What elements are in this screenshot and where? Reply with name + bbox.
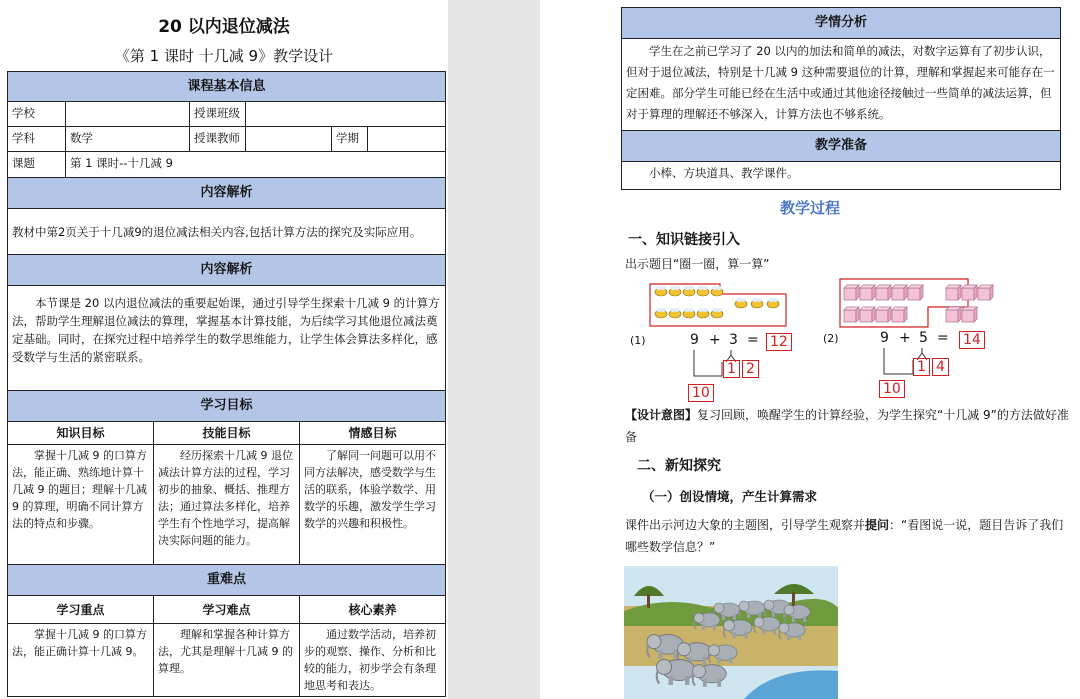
term-value: [368, 127, 446, 152]
content-analysis-header-1: 内容解析: [8, 178, 446, 209]
exercise-1-result: 12: [766, 333, 792, 351]
cube-icon: [892, 285, 907, 300]
cube-icon: [908, 285, 923, 300]
content-analysis-text-2: 本节课是 20 以内退位减法的重要起始课，通过引导学生探索十几减 9 的计算方法，帮助学生理解退位减法的算理，掌握基本计算技能，为后续学习其他退位减法奠定基础。同时，在探究过程中培养学生的数学思维能力，让学生体会算法多样化，感受数学与生活的紧密联系。: [8, 286, 446, 391]
exercise-1-plus: +: [709, 332, 721, 348]
basic-info-header: 课程基本信息: [8, 72, 446, 102]
document-page-right: [540, 0, 1080, 699]
exercise-1-b: 3: [729, 332, 738, 348]
key-col-focus: 学习重点: [8, 596, 154, 624]
teacher-value: [246, 127, 332, 152]
lesson-design-table: [7, 71, 446, 422]
preparation-text: 小棒、方块道具、教学课件。: [622, 162, 1061, 190]
school-value: [66, 102, 190, 127]
term-label: 学期: [332, 127, 368, 152]
design-intent-label: 【设计意图】: [625, 408, 698, 422]
elephants-riverside-image: [624, 566, 838, 699]
document-page-left: [0, 0, 448, 699]
scene-text-before: 课件出示河边大象的主题图，引导学生观察并: [625, 518, 866, 532]
content-analysis-header-2: 内容解析: [8, 255, 446, 286]
subject-value: 数学: [66, 127, 190, 152]
bee-icon: [767, 298, 779, 308]
bee-icon: [669, 286, 681, 296]
goal-skill-text: 经历探索十几减 9 退位减法计算方法的过程，学习初步的抽象、概括、推理方法；通过算法多样化，培养学生有个性地学习，提高解决实际问题的能力。: [154, 445, 300, 565]
exercise-2-split-1: 1: [913, 358, 930, 376]
cube-icon: [844, 307, 859, 322]
exercise-2-b: 5: [919, 330, 928, 346]
exercise-2-split-2: 4: [932, 358, 949, 376]
goal-col-emotion: 情感目标: [300, 422, 446, 445]
key-col-difficulty: 学习难点: [154, 596, 300, 624]
bee-icon: [655, 286, 667, 296]
cube-icon: [892, 307, 907, 322]
exercise-1-ten: 10: [688, 384, 714, 402]
cube-icon: [946, 307, 961, 322]
cube-icon: [962, 307, 977, 322]
document-title: 20 以内退位减法: [158, 17, 290, 37]
class-label: 授课班级: [190, 102, 246, 127]
school-label: 学校: [8, 102, 66, 127]
preparation-header: 教学准备: [622, 131, 1061, 162]
cube-icon: [946, 285, 961, 300]
design-intent: [625, 404, 1075, 448]
goal-knowledge-text: 掌握十几减 9 的口算方法，能正确、熟练地计算十几减 9 的题目；理解十几减 9 的算理，明确不同计算方法的特点和步骤。: [8, 445, 154, 565]
exercise-2-label: (2): [823, 332, 839, 345]
scene-description: [625, 514, 1075, 558]
key-points-header: 重难点: [8, 565, 446, 596]
teacher-label: 授课教师: [190, 127, 246, 152]
exercise-1: [630, 330, 790, 402]
bee-icon: [683, 308, 695, 318]
goal-col-skill: 技能目标: [154, 422, 300, 445]
cubes-circle-illustration: [838, 277, 1006, 329]
learning-analysis-header: 学情分析: [622, 8, 1061, 39]
design-intent-text: 复习回顾，唤醒学生的计算经验，为学生探究“十几减 9”的方法做好准备: [625, 408, 1069, 444]
subsection-1-title: （一）创设情境，产生计算需求: [642, 489, 818, 504]
learning-analysis-text: 学生在之前已学习了 20 以内的加法和简单的减法，对数字运算有了初步认识，但对于退位减法，特别是十几减 9 这种需要退位的计算，理解和掌握起来可能存在一定困难。部分学生可能已经在生活中或通过其他途径接触过一些简单的减法运算，但对于算理的理解还不够深入，计算方法也不够系统。: [622, 39, 1061, 131]
exercise-2-split-lines: [823, 328, 993, 400]
key-focus-text: 掌握十几减 9 的口算方法，能正确计算十几减 9。: [8, 624, 154, 697]
cube-icons: [844, 285, 993, 322]
exercise-1-split-2: 2: [742, 360, 759, 378]
exercise-2-result: 14: [959, 331, 985, 349]
bee-icon: [711, 308, 723, 318]
section-1-prompt: 出示题目“圈一圈，算一算”: [625, 257, 770, 271]
bee-icon: [735, 298, 747, 308]
scene-text-after: ：“看图说一说，题目告诉了我们哪些数学信息？”: [625, 518, 1064, 554]
key-col-literacy: 核心素养: [300, 596, 446, 624]
analysis-table: [621, 7, 1061, 190]
content-analysis-text-1: 教材中第2页关于十几减9的退位减法相关内容,包括计算方法的探究及实际应用。: [8, 209, 446, 255]
section-1-title: 一、知识链接引入: [628, 232, 740, 248]
bee-icon: [669, 308, 681, 318]
scene-text-bold: 提问: [865, 518, 890, 532]
cube-icon: [860, 285, 875, 300]
exercise-2: [823, 328, 993, 400]
exercise-2-plus: +: [899, 330, 911, 346]
bee-icon: [655, 308, 667, 318]
cube-icon: [844, 285, 859, 300]
exercise-1-split-1: 1: [723, 360, 740, 378]
key-difficulty-text: 理解和掌握各种计算方法，尤其是理解十几减 9 的算理。: [154, 624, 300, 697]
bees-circle-illustration: [648, 280, 788, 330]
learning-goals-header: 学习目标: [8, 391, 446, 422]
goals-table: [7, 421, 446, 697]
bee-icon: [697, 286, 709, 296]
exercise-2-ten: 10: [879, 380, 905, 398]
document-subtitle: 《第 1 课时 十几减 9》教学设计: [114, 47, 334, 65]
exercise-2-eq: =: [937, 330, 949, 346]
bee-icon: [751, 298, 763, 308]
topic-label: 课题: [8, 152, 66, 178]
exercise-2-a: 9: [880, 330, 889, 346]
cube-icon: [978, 285, 993, 300]
bee-icon: [683, 286, 695, 296]
bee-icons: [655, 286, 779, 318]
bee-icon: [711, 286, 723, 296]
goal-col-knowledge: 知识目标: [8, 422, 154, 445]
section-2-title: 二、新知探究: [637, 458, 721, 474]
goal-emotion-text: 了解同一问题可以用不同方法解决，感受数学与生活的联系，体验学数学、用数学的乐趣，激发学生学习数学的兴趣和积极性。: [300, 445, 446, 565]
cube-icon: [876, 307, 891, 322]
cube-icon: [876, 285, 891, 300]
bee-icon: [697, 308, 709, 318]
exercise-1-eq: =: [747, 332, 759, 348]
exercise-1-label: (1): [630, 334, 646, 347]
subject-label: 学科: [8, 127, 66, 152]
topic-value: 第 1 课时--十几减 9: [66, 152, 446, 178]
class-value: [246, 102, 446, 127]
cube-icon: [860, 307, 875, 322]
teaching-process-title: 教学过程: [779, 199, 840, 217]
cube-icon: [962, 285, 977, 300]
key-literacy-text: 通过数学活动，培养初步的观察、操作、分析和比较的能力，初步学会有条理地思考和表达。: [300, 624, 446, 697]
exercise-1-a: 9: [690, 332, 699, 348]
